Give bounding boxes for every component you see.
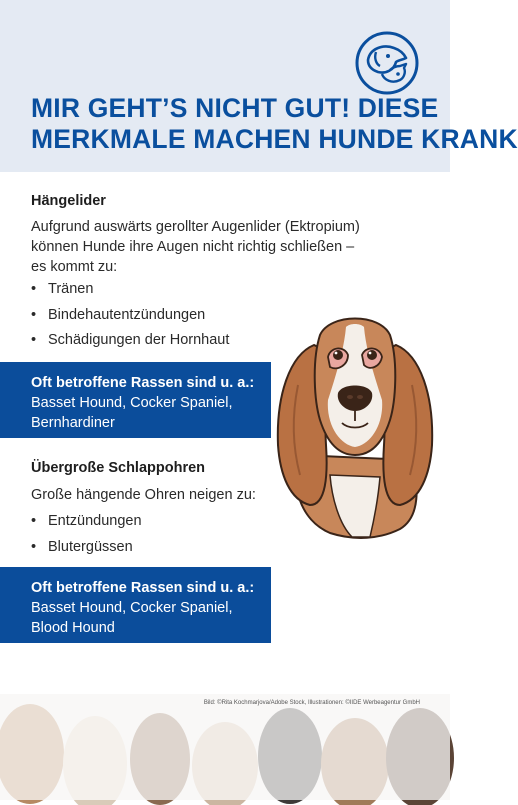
box-line: Basset Hound, Cocker Spaniel, — [31, 395, 233, 411]
title-line-1: MIR GEHT’S NICHT GUT! DIESE — [31, 93, 439, 123]
list-item: • Entzündungen — [31, 511, 142, 537]
text-line: Aufgrund auswärts gerollter Augenlider (Ektropium) — [31, 219, 360, 235]
box-heading: Oft betroffene Rassen sind u. a.: — [31, 375, 255, 391]
section-heading-haengelider: Hängelider — [31, 193, 106, 209]
section-heading-schlappohren: Übergroße Schlappohren — [31, 460, 206, 476]
image-credit: Bild: ©Rita Kochmarjova/Adobe Stock, Illustrationen: ©IIDE Werbeagentur GmbH — [203, 700, 420, 706]
list-item: • Blutergüssen — [31, 537, 142, 563]
section-text-haengelider — [31, 217, 391, 277]
box-line: Basset Hound, Cocker Spaniel, — [31, 600, 233, 616]
footer-photo-strip — [0, 694, 450, 800]
box-line: Bernhardiner — [31, 415, 115, 431]
affected-breeds-box-1 — [0, 362, 271, 438]
dog-cat-head-icon — [354, 30, 420, 96]
box-heading: Oft betroffene Rassen sind u. a.: — [31, 580, 255, 596]
header-band — [0, 0, 518, 172]
box-line: Blood Hound — [31, 620, 115, 636]
text-line: es kommt zu: — [31, 259, 118, 275]
text-line: Große hängende Ohren neigen zu: — [31, 487, 256, 503]
text-line: können Hunde ihre Augen nicht richtig schließen – — [31, 239, 355, 255]
photo-fade-overlay — [0, 694, 450, 800]
bullet-list-haengelider — [31, 279, 229, 356]
list-item: • Bindehautentzündungen — [31, 305, 229, 331]
list-item: • Tränen — [31, 279, 229, 305]
bullet-list-schlappohren — [31, 511, 142, 562]
affected-breeds-box-2 — [0, 567, 271, 643]
list-item: • Schädigungen der Hornhaut — [31, 330, 229, 356]
title-line-2: MERKMALE MACHEN HUNDE KRANK — [31, 124, 518, 154]
basset-hound-illustration — [270, 305, 440, 537]
page-title — [31, 93, 518, 155]
